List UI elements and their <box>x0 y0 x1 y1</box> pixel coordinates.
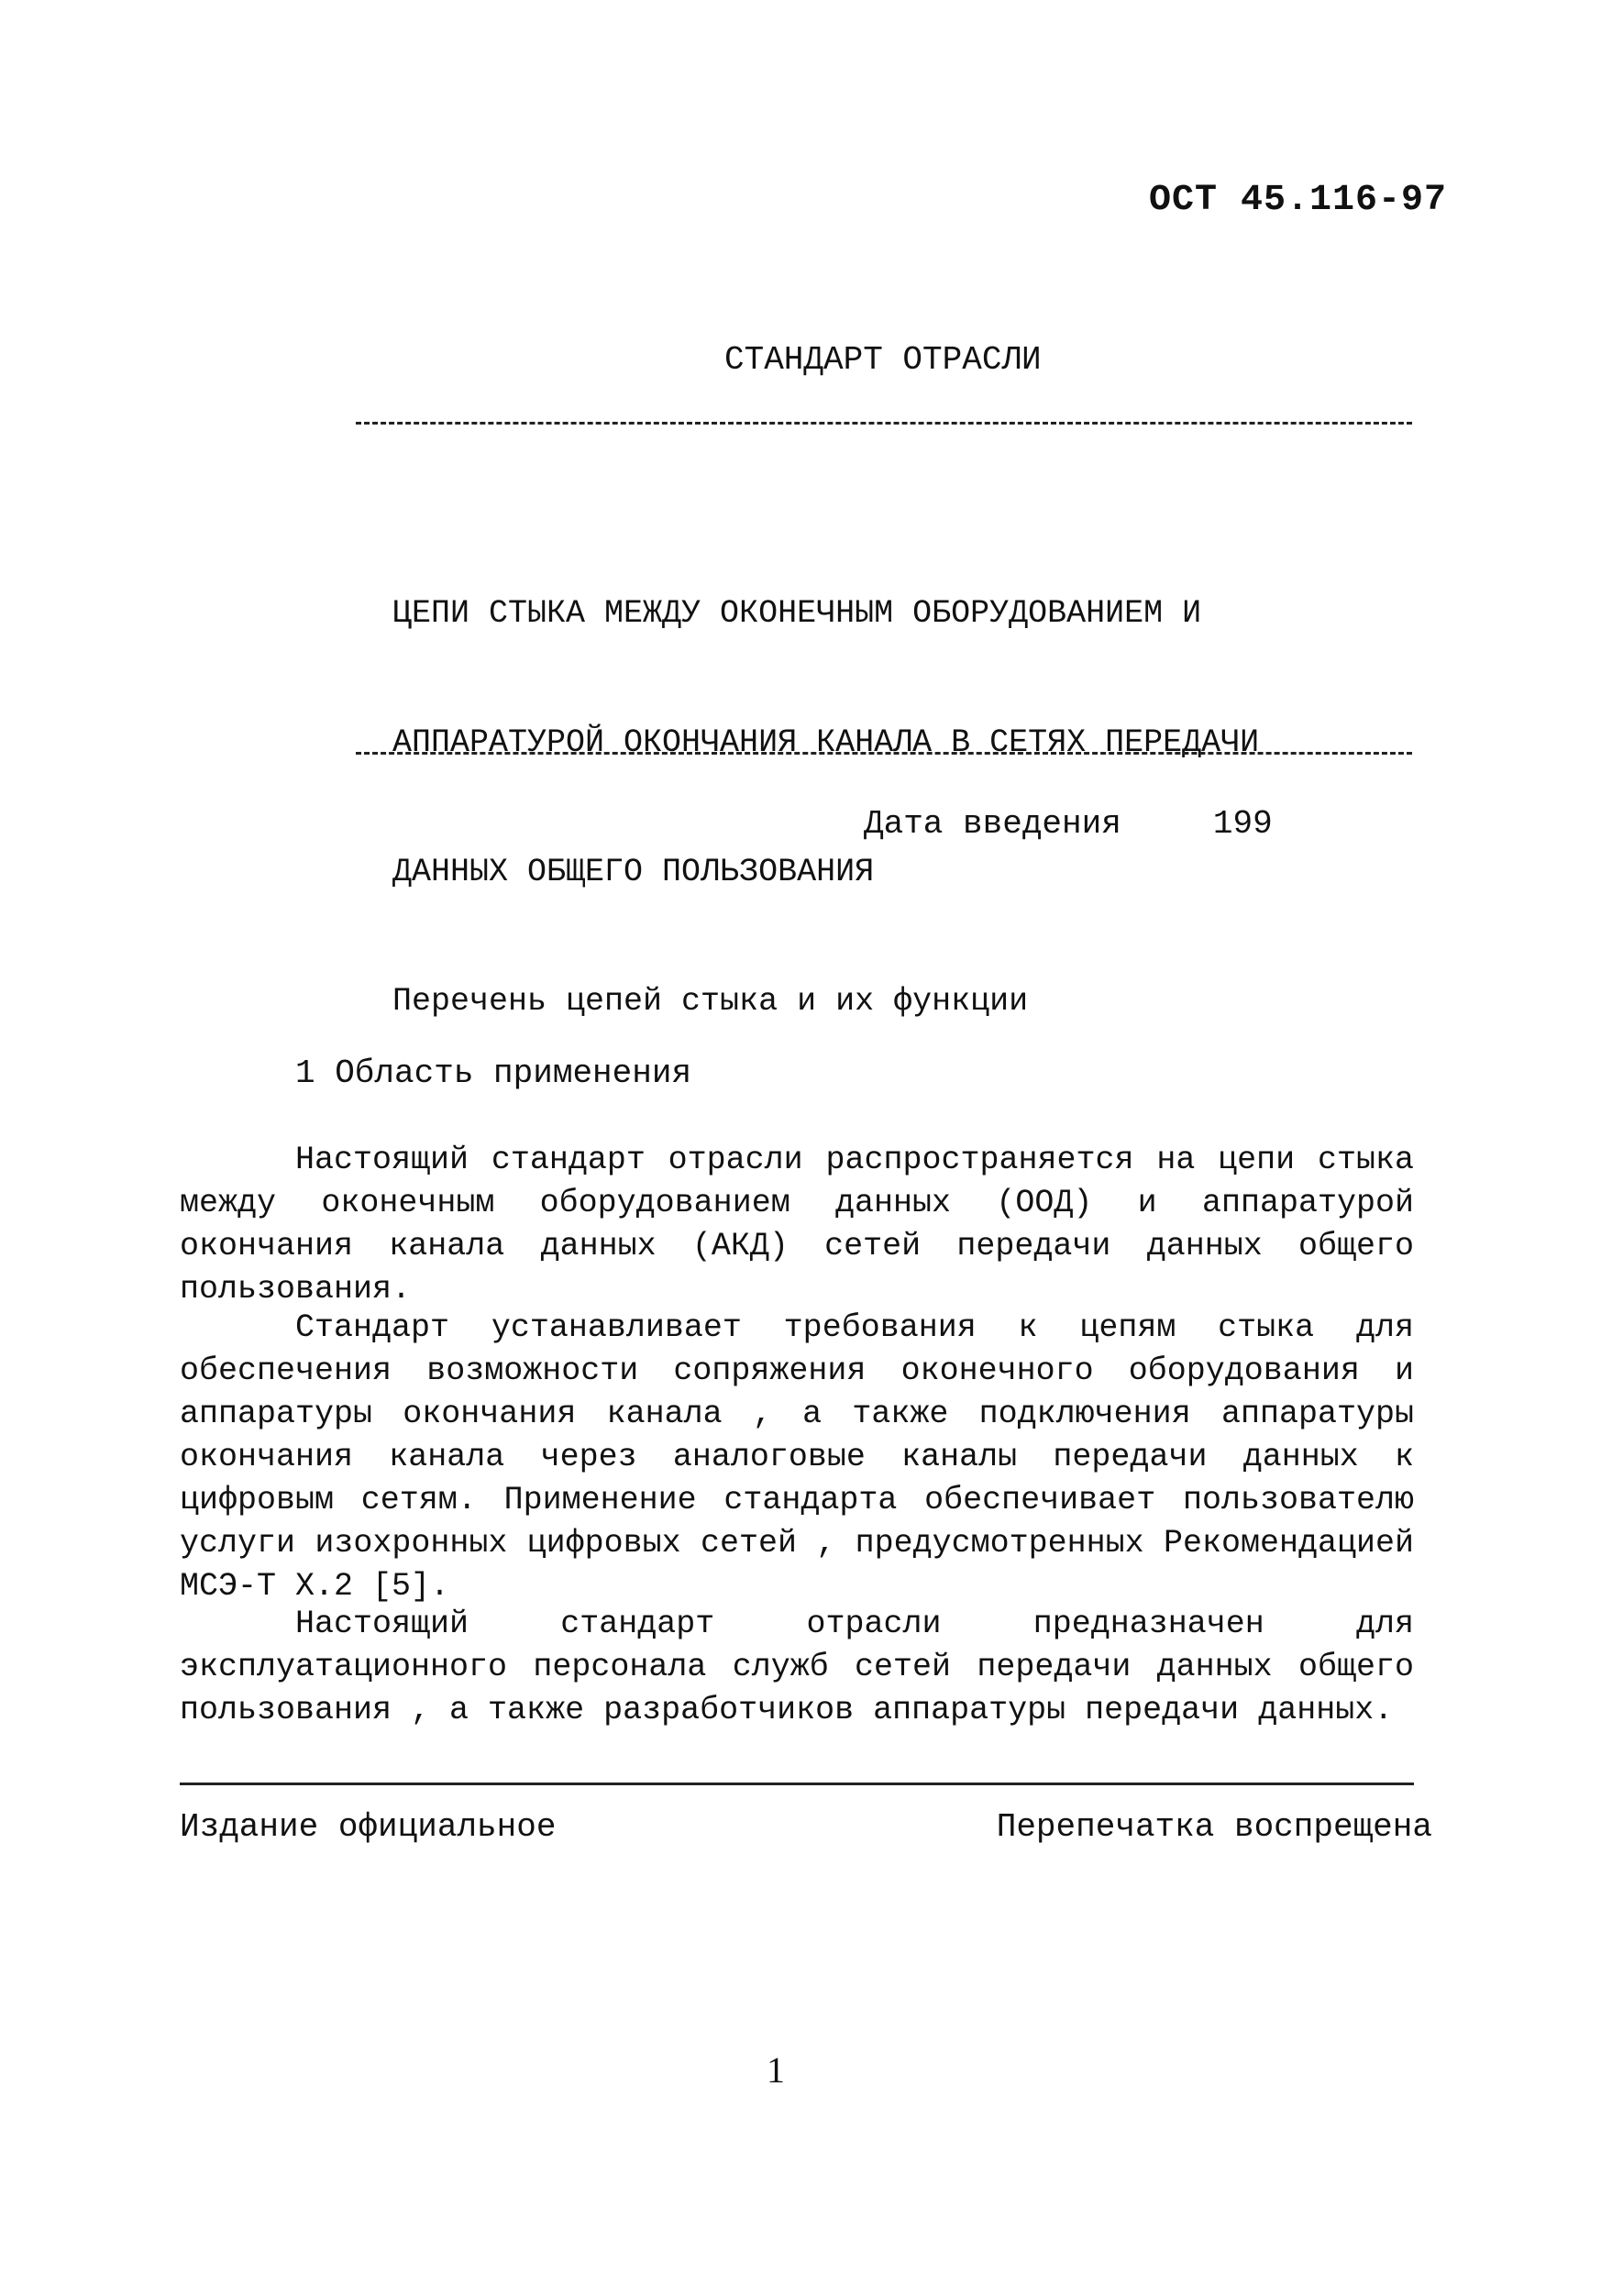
introduction-date-year: 199 <box>1212 805 1273 843</box>
scope-paragraph: Настоящий стандарт отрасли распространяется на цепи стыка между оконечным оборудованием данных (ООД) и аппаратурой окончания канала данных (АКД) сетей передачи данных общего пользования. <box>180 1142 1414 1308</box>
document-subject <box>392 506 1259 1066</box>
standard-title: СТАНДАРТ ОТРАСЛИ <box>724 341 1042 379</box>
section-heading: 1 Область применения <box>295 1054 692 1092</box>
footer-divider <box>180 1783 1414 1785</box>
reprint-prohibited-note: Перепечатка воспрещена <box>996 1808 1432 1846</box>
page-number: 1 <box>767 2049 785 2091</box>
scope-paragraph: Настоящий стандарт отрасли предназначен для эксплуатационного персонала служб сетей передачи данных общего пользования , а также разработчиков аппаратуры передачи данных. <box>180 1606 1414 1728</box>
document-code: ОСТ 45.116-97 <box>1148 180 1447 221</box>
bottom-dashed-divider <box>356 752 1412 755</box>
scope-paragraph: Стандарт устанавливает требования к цепям стыка для обеспечения возможности сопряжения оконечного оборудования и аппаратуры окончания канала , а также подключения аппаратуры окончания канала через аналоговые каналы передачи данных к цифровым сетям. Применение стандарта обеспечивает пользователю услуги изохронных цифровых сетей , предусмотренных Рекомендацией МСЭ-Т Х.2 [5]. <box>180 1309 1414 1605</box>
subject-line: АППАРАТУРОЙ ОКОНЧАНИЯ КАНАЛА В СЕТЯХ ПЕРЕДАЧИ <box>392 724 1260 761</box>
subject-line: ДАННЫХ ОБЩЕГО ПОЛЬЗОВАНИЯ <box>392 854 875 890</box>
introduction-date-label: Дата введения <box>864 805 1121 843</box>
official-edition-note: Издание официальное <box>180 1808 557 1846</box>
subject-subtitle: Перечень цепей стыка и их функции <box>392 983 1029 1020</box>
introduction-date <box>864 805 1273 843</box>
top-dashed-divider <box>356 422 1412 425</box>
subject-line: ЦЕПИ СТЫКА МЕЖДУ ОКОНЕЧНЫМ ОБОРУДОВАНИЕМ И <box>392 595 1202 632</box>
